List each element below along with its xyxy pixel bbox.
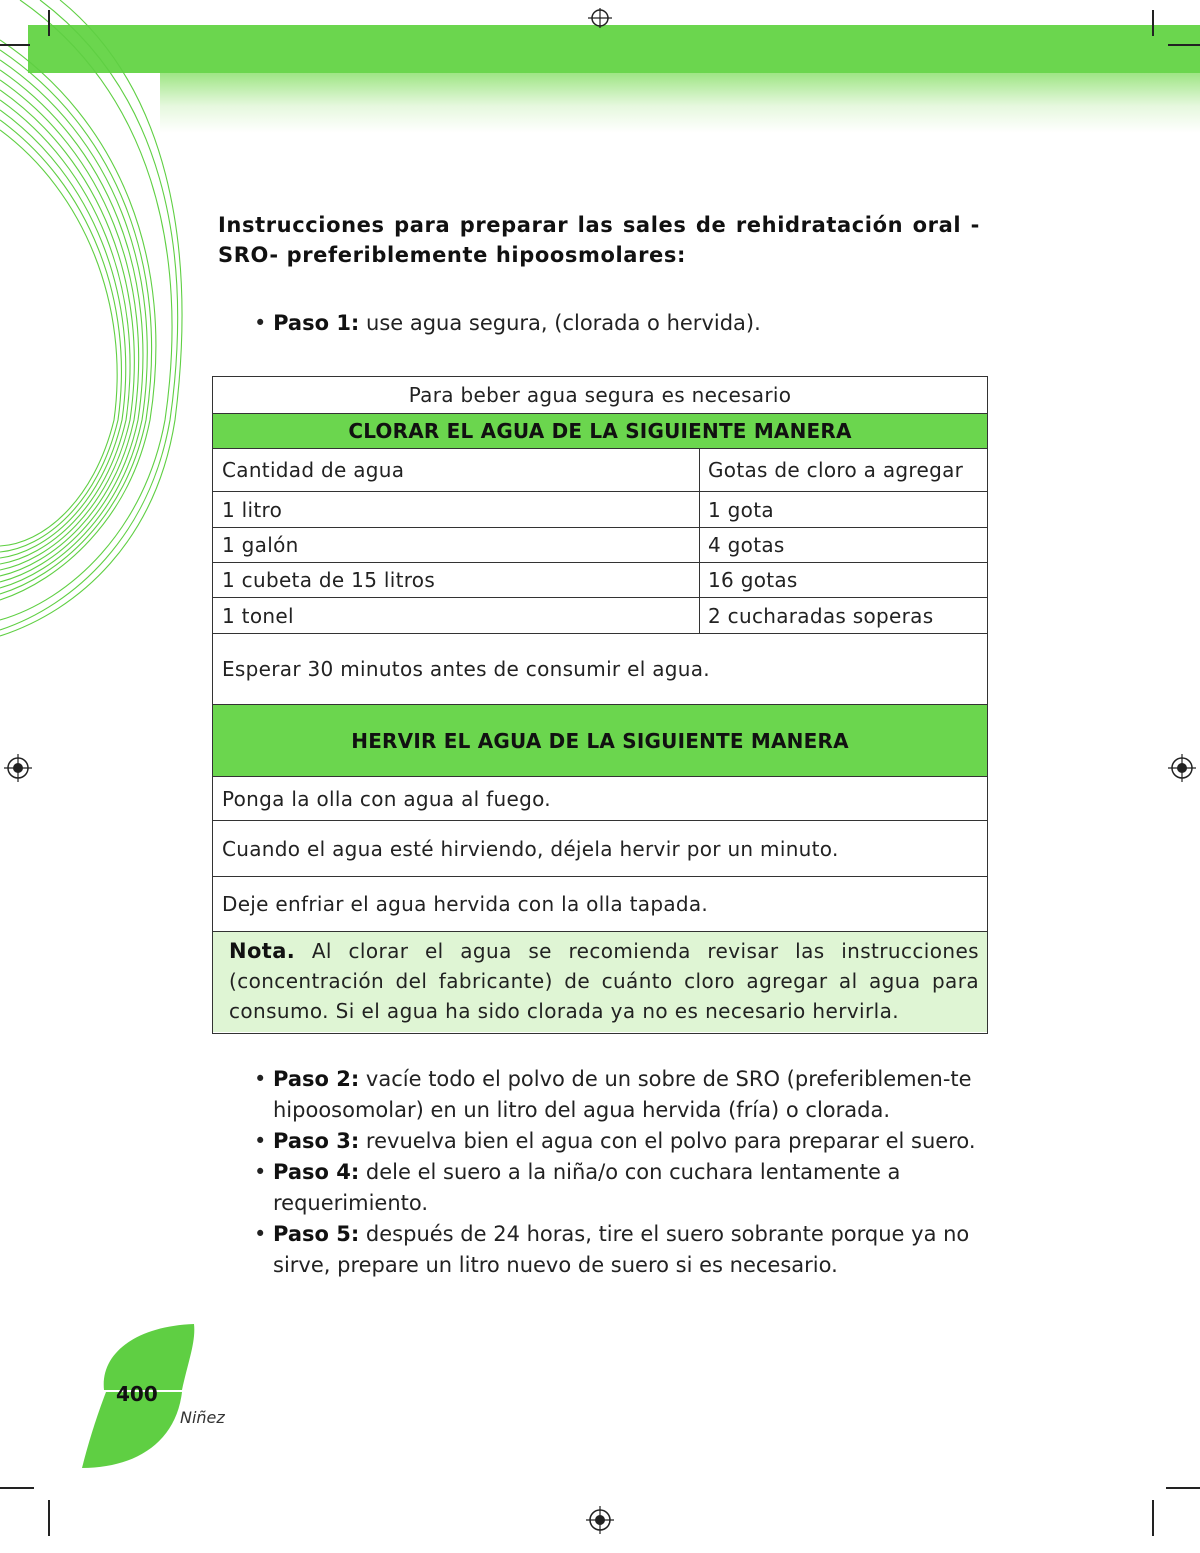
bullet: •: [254, 1222, 267, 1246]
bullet: •: [254, 1067, 267, 1091]
column-header: Cantidad de agua: [213, 449, 700, 491]
step-text: dele el suero a la niña/o con cuchara lentamente a requerimiento.: [273, 1160, 901, 1215]
note-label: Nota.: [229, 939, 296, 963]
table-cell: 4 gotas: [708, 533, 785, 557]
table-cell: 1 litro: [213, 492, 700, 527]
note-text: Al clorar el agua se recomienda revisar las instrucciones (concentración del fabricante) de cuánto cloro agregar al agua para consumo. Si el agua ha sido clorada ya no es necesario hervirla.: [229, 939, 979, 1023]
water-safety-table: [212, 376, 988, 1034]
table-header-row: [213, 449, 987, 492]
list-item: [254, 1157, 984, 1219]
list-item: [254, 1219, 984, 1281]
step-label: Paso 4:: [273, 1160, 360, 1184]
boil-header-row: [213, 705, 987, 777]
table-row: [213, 528, 987, 563]
wait-note-row: [213, 634, 987, 705]
crop-mark: [1152, 10, 1154, 36]
step-1-text: use agua segura, (clorada o hervida).: [359, 311, 761, 335]
crop-mark: [1166, 1487, 1200, 1489]
section-name: Niñez: [180, 1408, 225, 1427]
step-label: Paso 3:: [273, 1129, 360, 1153]
table-cell: 1 galón: [213, 528, 700, 562]
registration-mark-icon: [586, 8, 614, 30]
steps-list: [254, 1064, 984, 1281]
step-text: vacíe todo el polvo de un sobre de SRO (preferiblemen-te hipoosomolar) en un litro del agua hervida (fría) o clorada.: [273, 1067, 972, 1122]
boil-step: Ponga la olla con agua al fuego.: [222, 786, 551, 811]
registration-mark-icon: [1166, 752, 1198, 784]
wave-lines-decoration: [0, 0, 200, 640]
table-cell: 1 cubeta de 15 litros: [213, 563, 700, 597]
boil-step-row: [213, 777, 987, 821]
header-band: [28, 25, 1200, 73]
step-1-label: Paso 1:: [273, 311, 360, 335]
boil-step: Deje enfriar el agua hervida con la olla tapada.: [222, 892, 709, 916]
bullet: •: [254, 1160, 267, 1184]
bullet: •: [254, 1129, 267, 1153]
step-1: [254, 308, 984, 339]
table-row: [213, 563, 987, 598]
step-text: revuelva bien el agua con el polvo para preparar el suero.: [359, 1129, 976, 1153]
page-title: Instrucciones para preparar las sales de rehidratación oral -SRO- preferiblemente hipoosmolares:: [218, 213, 980, 267]
crop-mark: [1168, 44, 1200, 46]
note-box: [213, 932, 987, 1032]
table-cell: 16 gotas: [708, 568, 798, 592]
table-intro-row: [213, 377, 987, 414]
chlorinate-header-row: [213, 414, 987, 449]
table-row: [213, 598, 987, 634]
boil-step-row: [213, 877, 987, 932]
step-label: Paso 5:: [273, 1222, 360, 1246]
list-item: [254, 1064, 984, 1126]
crop-mark: [48, 10, 50, 36]
registration-mark-icon: [2, 752, 34, 784]
step-label: Paso 2:: [273, 1067, 360, 1091]
table-cell: 2 cucharadas soperas: [708, 603, 934, 628]
registration-mark-icon: [584, 1504, 616, 1536]
crop-mark: [48, 1500, 50, 1536]
chlorinate-header: CLORAR EL AGUA DE LA SIGUIENTE MANERA: [348, 419, 852, 443]
table-intro: Para beber agua segura es necesario: [408, 383, 792, 407]
wait-note: Esperar 30 minutos antes de consumir el agua.: [222, 657, 710, 681]
step-text: después de 24 horas, tire el suero sobrante porque ya no sirve, prepare un litro nuevo de suero si es necesario.: [273, 1222, 970, 1277]
boil-header: HERVIR EL AGUA DE LA SIGUIENTE MANERA: [351, 728, 849, 753]
page-number: 400: [116, 1382, 158, 1406]
boil-step: Cuando el agua esté hirviendo, déjela hervir por un minuto.: [222, 836, 839, 861]
list-item: [254, 1126, 984, 1157]
column-header: Gotas de cloro a agregar: [708, 458, 964, 482]
table-row: [213, 492, 987, 528]
crop-mark: [0, 44, 30, 46]
header-gradient: [160, 73, 1200, 133]
bullet: •: [254, 311, 267, 335]
table-cell: 1 tonel: [213, 598, 700, 633]
crop-mark: [0, 1487, 34, 1489]
table-cell: 1 gota: [708, 497, 774, 522]
crop-mark: [1152, 1500, 1154, 1536]
boil-step-row: [213, 821, 987, 877]
